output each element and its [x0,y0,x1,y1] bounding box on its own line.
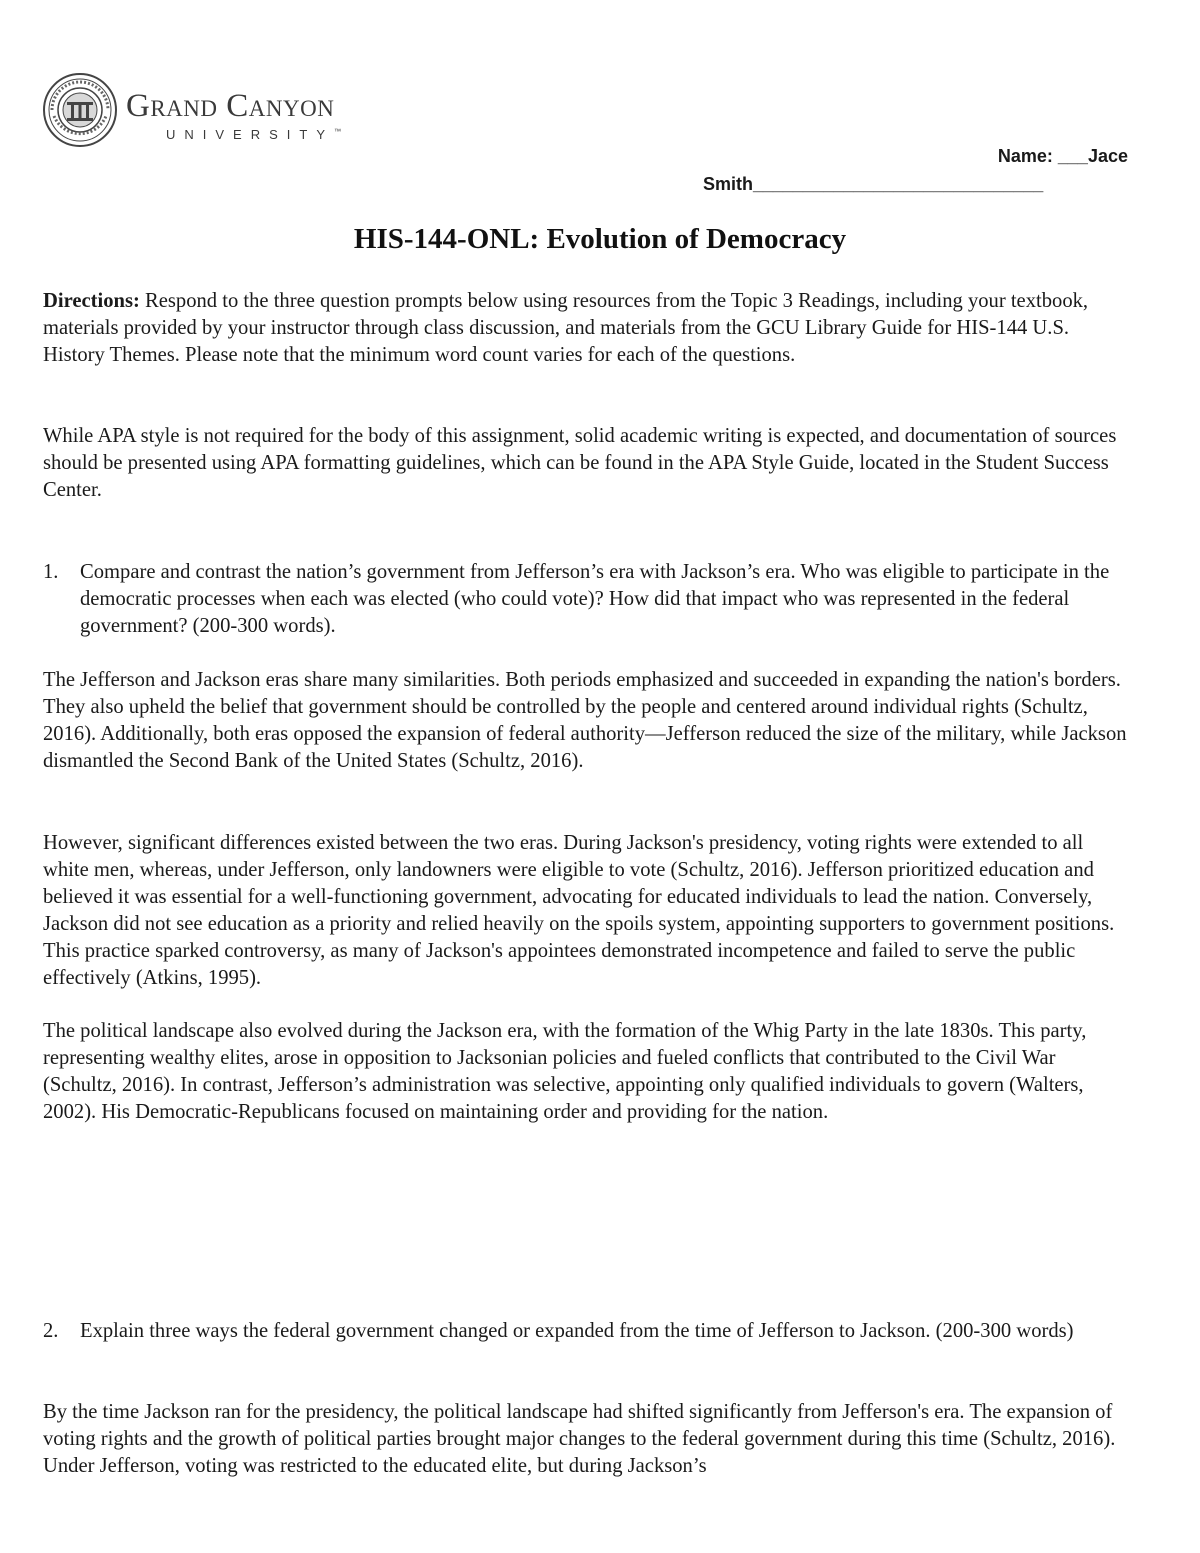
university-logo [42,72,382,148]
student-name-line: Name: ___Jace [997,146,1128,166]
directions-label: Directions: [43,290,140,312]
logo-wordmark: Grand Canyon [126,88,335,124]
document-title: HIS-144-ONL: Evolution of Democracy [353,223,847,255]
answer-2-paragraph-1: By the time Jackson ran for the presidency, the political landscape had shifted significantly from Jefferson's era. The expansion of voting rights and the growth of political parties brought major changes to the federal government during this time (Schultz, 2016). Under Jefferson, voting was restricted to the educated elite, but during Jackson’s [43,1401,1116,1477]
apa-note-paragraph: While APA style is not required for the body of this assignment, solid academic writing is expected, and documentation of sources should be presented using APA formatting guidelines, which can be found in the APA Style Guide, located in the Student Success Center. [43,425,1117,501]
answer-1-paragraph-3: The political landscape also evolved during the Jackson era, with the formation of the Whig Party in the late 1830s. This party, representing wealthy elites, arose in opposition to Jacksonian policies and fueled conflicts that contributed to the Civil War (Schultz, 2016). In contrast, Jefferson’s administration was selective, appointing only qualified individuals to govern (Walters, 2002). His Democratic-Republicans focused on maintaining order and providing for the nation. [43,1020,1087,1123]
question-text: Explain three ways the federal government changed or expanded from the time of Jefferson to Jackson. (200-300 words) [80,1320,1074,1342]
question-text: Compare and contrast the nation’s government from Jefferson’s era with Jackson’s era. Who was eligible to participate in the democratic processes when each was elected (who could vote)? How did that impact who was represented in the federal government? (200-300 words). [80,561,1110,637]
question-number: 1. [43,561,59,583]
directions-text: Respond to the three question prompts below using resources from the Topic 3 Readings, including your textbook, materials provided by your instructor through class discussion, and materials from the GCU Library Guide for HIS-144 U.S. History Themes. Please note that the minimum word count varies for each of the questions. [43,290,1089,366]
answer-1-paragraph-1: The Jefferson and Jackson eras share many similarities. Both periods emphasized and succeeded in expanding the nation's borders. They also upheld the belief that government should be controlled by the people and centered around individual rights (Schultz, 2016). Additionally, both eras opposed the expansion of federal authority—Jefferson reduced the size of the military, while Jackson dismantled the Second Bank of the United States (Schultz, 2016). [43,669,1127,772]
question-number: 2. [43,1320,59,1342]
answer-1-paragraph-2: However, significant differences existed between the two eras. During Jackson's presidency, voting rights were extended to all white men, whereas, under Jefferson, only landowners were eligible to vote (Schultz, 2016). Jefferson prioritized education and believed it was essential for a well-functioning government, advocating for educated individuals to lead the nation. Conversely, Jackson did not see education as a priority and relied heavily on the spoils system, appointing supporters to government positions. This practice sparked controversy, as many of Jackson's appointees demonstrated incompetence and failed to serve the public effectively (Atkins, 1995). [43,832,1115,989]
university-seal-icon [42,72,118,148]
student-surname-line: Smith_____________________________ [703,174,1044,194]
directions-paragraph [43,288,1133,369]
logo-subtitle: UNIVERSITY™ [166,127,342,142]
